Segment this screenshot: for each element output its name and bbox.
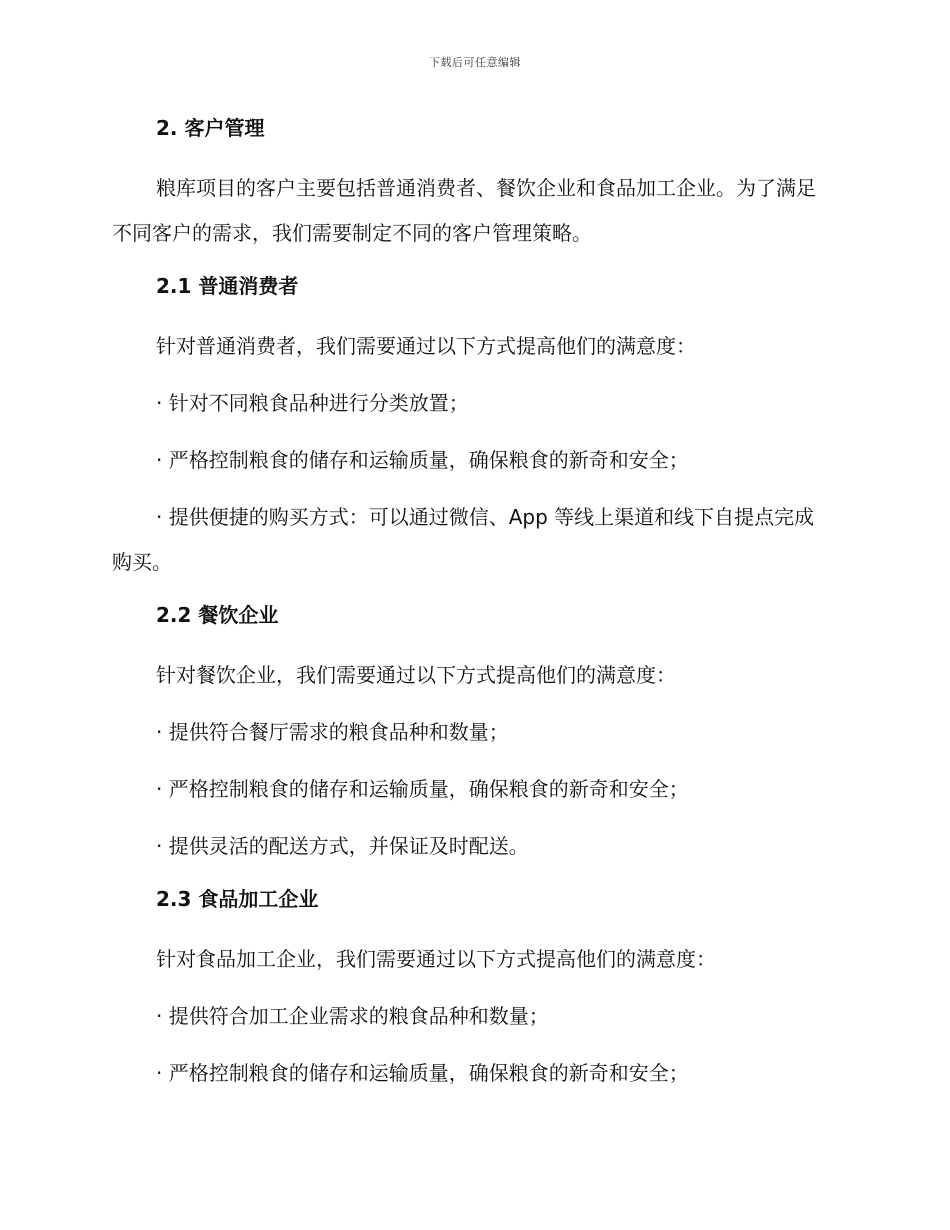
subsection-title-consumers: 2.1 普通消费者 — [156, 274, 299, 298]
subsection-intro-consumers: 针对普通消费者，我们需要通过以下方式提高他们的满意度： — [156, 334, 696, 358]
section-title: 2. 客户管理 — [156, 116, 265, 140]
subsection-intro-restaurants: 针对餐饮企业，我们需要通过以下方式提高他们的满意度： — [156, 663, 676, 687]
subsection-title-food-processors: 2.3 食品加工企业 — [156, 887, 319, 911]
bullet-item: · 提供灵活的配送方式，并保证及时配送。 — [156, 834, 529, 858]
bullet-item: · 严格控制粮食的储存和运输质量，确保粮食的新奇和安全； — [156, 1061, 689, 1085]
bullet-item: · 严格控制粮食的储存和运输质量，确保粮食的新奇和安全； — [156, 777, 689, 801]
bullet-item: · 提供符合加工企业需求的粮食品种和数量； — [156, 1004, 549, 1028]
subsection-title-restaurants: 2.2 餐饮企业 — [156, 603, 279, 627]
subsection-intro-food-processors: 针对食品加工企业，我们需要通过以下方式提高他们的满意度： — [156, 947, 716, 971]
bullet-item: · 针对不同粮食品种进行分类放置； — [156, 391, 469, 415]
bullet-item: · 提供便捷的购买方式：可以通过微信、App 等线上渠道和线下自提点完成购买。 — [112, 505, 815, 574]
bullet-item: · 提供符合餐厅需求的粮食品种和数量； — [156, 720, 509, 744]
document-body — [112, 110, 832, 1108]
section-intro-paragraph: 粮库项目的客户主要包括普通消费者、餐饮企业和食品加工企业。为了满足不同客户的需求，我们需要制定不同的客户管理策略。 — [112, 176, 816, 245]
bullet-item: · 严格控制粮食的储存和运输质量，确保粮食的新奇和安全； — [156, 448, 689, 472]
page-header: 下载后可任意编辑 — [429, 56, 521, 69]
